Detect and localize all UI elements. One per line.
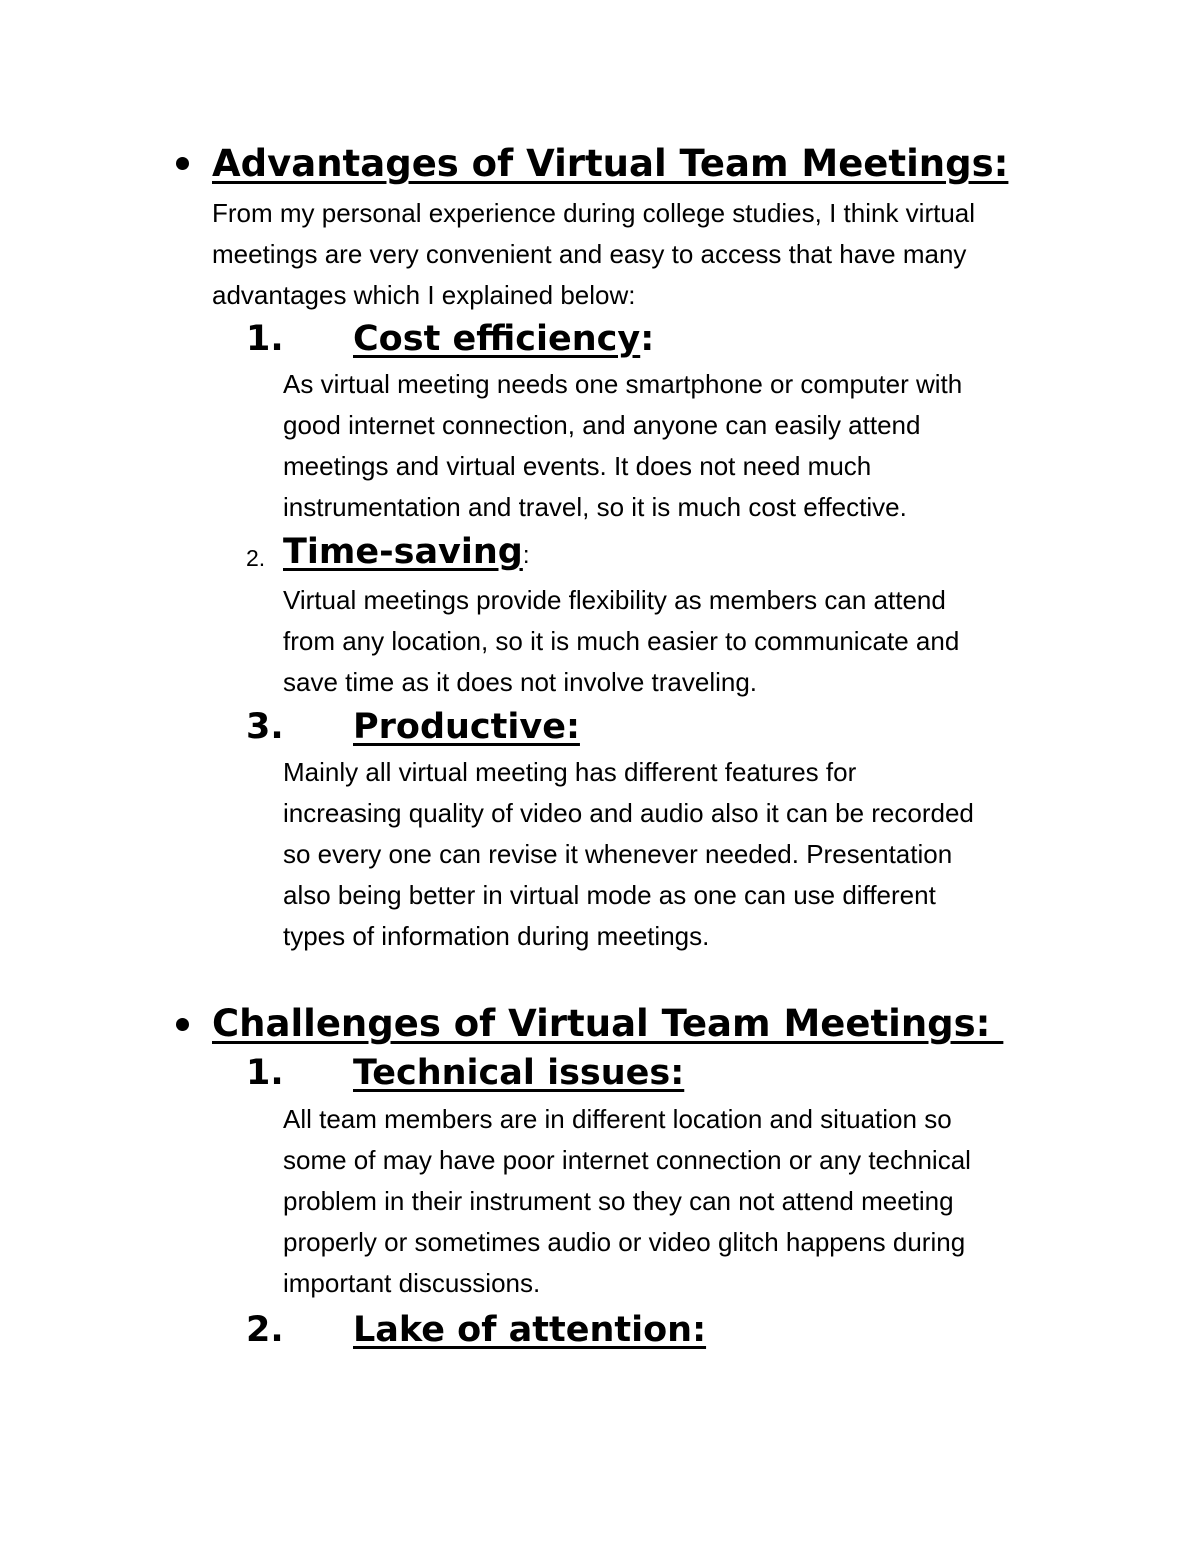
bullet-icon [176,1018,189,1031]
body-line: Mainly all virtual meeting has different features for [283,757,857,787]
intro-line: From my personal experience during college studies, I think virtual [212,198,976,228]
item-heading-cost-efficiency [353,318,654,360]
item-number: 1. [246,319,284,359]
body-line: increasing quality of video and audio also it can be recorded [283,798,974,828]
body-line: good internet connection, and anyone can easily attend [283,410,921,440]
item-colon: : [640,319,655,359]
item-heading-time-saving [283,531,530,577]
advantages-heading: Advantages of Virtual Team Meetings: [212,142,1009,185]
item-number: 1. [246,1053,284,1093]
body-line: meetings and virtual events. It does not need much [283,451,872,481]
item-colon: : [522,542,530,569]
body-line: instrumentation and travel, so it is much cost effective. [283,492,907,522]
intro-line: advantages which I explained below: [212,280,636,310]
challenges-heading: Challenges of Virtual Team Meetings: [212,1002,1004,1045]
body-line: As virtual meeting needs one smartphone or computer with [283,369,963,399]
body-line: from any location, so it is much easier to communicate and [283,626,960,656]
item-number: 2. [246,545,266,571]
time-saving-body [283,580,959,703]
technical-issues-body [283,1099,971,1304]
item-title: Cost efficiency [353,319,641,359]
body-line: also being better in virtual mode as one can use different [283,880,936,910]
cost-efficiency-body [283,364,962,528]
body-line: some of may have poor internet connection or any technical [283,1145,971,1175]
body-line: All team members are in different location and situation so [283,1104,952,1134]
advantages-intro [212,193,975,316]
item-title: Technical issues: [353,1053,685,1093]
productive-body [283,752,974,957]
body-line: properly or sometimes audio or video glitch happens during [283,1227,966,1257]
item-title: Productive: [353,707,580,747]
body-line: problem in their instrument so they can not attend meeting [283,1186,954,1216]
body-line: Virtual meetings provide flexibility as members can attend [283,585,946,615]
intro-line: meetings are very convenient and easy to access that have many [212,239,967,269]
body-line: save time as it does not involve traveling. [283,667,758,697]
item-number: 2. [246,1310,284,1350]
body-line: so every one can revise it whenever needed. Presentation [283,839,953,869]
item-title: Lake of attention: [353,1310,707,1350]
bullet-icon [176,157,189,170]
item-title: Time-saving [283,532,523,572]
item-heading-productive [353,706,580,748]
item-heading-technical-issues [353,1052,684,1094]
body-line: important discussions. [283,1268,541,1298]
item-number: 3. [246,707,284,747]
body-line: types of information during meetings. [283,921,710,951]
item-heading-lake-of-attention [353,1309,706,1351]
